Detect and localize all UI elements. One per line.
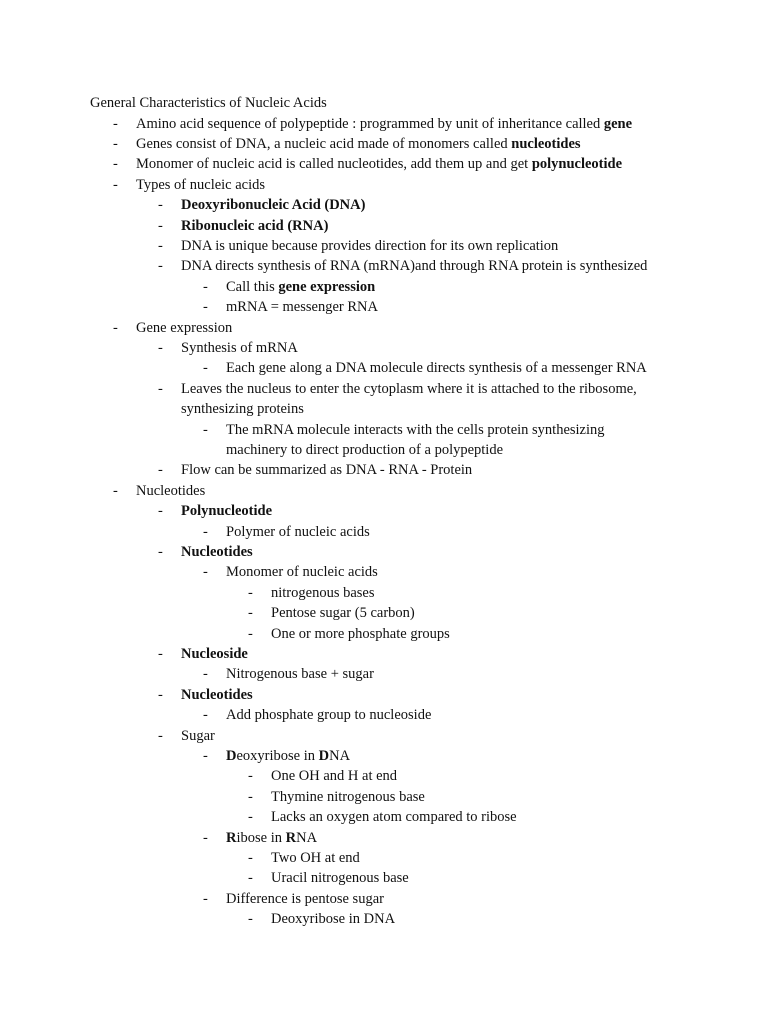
line-text [136, 175, 265, 195]
line-text [271, 603, 415, 623]
line-text [226, 705, 431, 725]
text-run: One or more phosphate groups [271, 625, 450, 642]
text-run: machinery to direct production of a polypeptide [226, 441, 504, 458]
text-run: NA [329, 747, 351, 764]
line-text [181, 542, 253, 562]
text-run: ibose in [236, 829, 286, 846]
text-run: Two OH at end [271, 849, 360, 866]
text-run: Uracil nitrogenous base [271, 870, 409, 887]
bullet-dash: - [203, 666, 208, 683]
bullet-dash: - [113, 319, 118, 336]
bullet-dash: - [158, 727, 163, 744]
document-title: General Characteristics of Nucleic Acids [90, 95, 327, 111]
bullet-dash: - [158, 462, 163, 479]
text-run: Gene expression [136, 319, 233, 336]
text-run: eoxyribose in [236, 747, 319, 764]
text-run: Difference is pentose sugar [226, 890, 384, 907]
bold-term: D [226, 747, 237, 764]
line-text [271, 787, 425, 807]
text-run: One OH and H at end [271, 768, 398, 785]
line-text [271, 583, 375, 603]
text-run: DNA is unique because provides direction for its own replication [181, 237, 559, 254]
bullet-dash: - [203, 890, 208, 907]
line-text [271, 624, 450, 644]
bullet-dash: - [113, 482, 118, 499]
line-text [271, 807, 517, 827]
bullet-dash: - [158, 258, 163, 275]
bold-term: Ribonucleic acid (RNA) [181, 217, 329, 234]
bullet-dash: - [203, 299, 208, 316]
line-text [136, 318, 232, 338]
text-run: Synthesis of mRNA [181, 339, 298, 356]
bullet-dash: - [248, 911, 253, 928]
bullet-dash: - [248, 870, 253, 887]
text-run: The mRNA molecule interacts with the cells protein synthesizing [226, 421, 605, 438]
line-text [181, 256, 647, 276]
line-text [136, 154, 622, 174]
bullet-dash: - [113, 176, 118, 193]
line-text [226, 889, 384, 909]
text-run: Nucleotides [136, 482, 206, 499]
bullet-dash: - [158, 645, 163, 662]
text-run: Thymine nitrogenous base [271, 788, 425, 805]
line-text [271, 909, 395, 929]
text-run: Types of nucleic acids [136, 176, 266, 193]
bullet-dash: - [248, 809, 253, 826]
line-text [226, 664, 374, 684]
bullet-dash: - [203, 421, 208, 438]
line-text [136, 114, 632, 134]
text-run: Monomer of nucleic acid is called nucleotides, add them up and get [136, 156, 532, 173]
bold-term: gene [603, 115, 633, 132]
line-text [181, 644, 248, 664]
line-text [181, 216, 328, 236]
bullet-dash: - [203, 747, 208, 764]
line-text [181, 236, 558, 256]
line-text [226, 277, 375, 297]
bold-term: gene expression [278, 278, 376, 295]
line-text [226, 297, 378, 317]
text-run: Call this [226, 278, 279, 295]
bullet-dash: - [113, 156, 118, 173]
bullet-dash: - [203, 564, 208, 581]
bullet-dash: - [203, 360, 208, 377]
text-run: DNA directs synthesis of RNA (mRNA)and through RNA protein is synthesized [181, 258, 648, 275]
line-text [226, 440, 503, 460]
text-run: Leaves the nucleus to enter the cytoplasm where it is attached to the ribosome, [181, 380, 637, 397]
bullet-dash: - [248, 584, 253, 601]
bullet-dash: - [248, 788, 253, 805]
bullet-dash: - [248, 849, 253, 866]
line-text [181, 399, 304, 419]
bullet-dash: - [158, 237, 163, 254]
bold-term: Deoxyribonucleic Acid (DNA) [181, 197, 366, 214]
bullet-dash: - [158, 686, 163, 703]
line-text [271, 848, 360, 868]
bullet-dash: - [203, 829, 208, 846]
text-run: Nitrogenous base + sugar [226, 666, 374, 683]
bold-term: polynucleotide [531, 156, 623, 173]
line-text [271, 868, 409, 888]
text-run: Lacks an oxygen atom compared to ribose [271, 809, 517, 826]
text-run: NA [296, 829, 318, 846]
line-text [136, 134, 581, 154]
bullet-dash: - [158, 217, 163, 234]
line-text [136, 481, 205, 501]
bold-term: Nucleoside [181, 645, 248, 662]
line-text [226, 562, 378, 582]
bold-term: D [318, 747, 330, 764]
line-text [181, 685, 253, 705]
bullet-dash: - [158, 503, 163, 520]
text-run: Flow can be summarized as DNA - RNA - Protein [181, 462, 473, 479]
text-run: Deoxyribose in DNA [271, 911, 396, 928]
bullet-dash: - [113, 115, 118, 132]
line-text [181, 338, 298, 358]
bullet-dash: - [203, 278, 208, 295]
text-run: Add phosphate group to nucleoside [226, 707, 432, 724]
line-text [181, 501, 272, 521]
bold-term: R [226, 829, 237, 846]
bold-term: Nucleotides [181, 543, 253, 560]
bullet-dash: - [203, 523, 208, 540]
text-run: Amino acid sequence of polypeptide : programmed by unit of inheritance called [136, 115, 604, 132]
bold-term: R [285, 829, 297, 846]
bold-term: Nucleotides [181, 686, 253, 703]
text-run: Pentose sugar (5 carbon) [271, 605, 415, 622]
bullet-dash: - [158, 197, 163, 214]
bullet-dash: - [113, 135, 118, 152]
text-run: synthesizing proteins [181, 401, 304, 418]
bullet-dash: - [158, 543, 163, 560]
text-run: Sugar [181, 727, 215, 744]
line-text [226, 522, 370, 542]
text-run: Monomer of nucleic acids [226, 564, 378, 581]
line-text [181, 460, 472, 480]
line-text [181, 379, 637, 399]
text-run: nitrogenous bases [271, 584, 375, 601]
bullet-dash: - [203, 707, 208, 724]
line-text [226, 358, 647, 378]
bullet-dash: - [248, 768, 253, 785]
text-run: Polymer of nucleic acids [226, 523, 370, 540]
bullet-dash: - [158, 339, 163, 356]
bullet-dash: - [248, 625, 253, 642]
line-text [226, 828, 317, 848]
bold-term: Polynucleotide [181, 503, 273, 520]
line-text [226, 746, 350, 766]
bullet-dash: - [248, 605, 253, 622]
line-text [181, 195, 365, 215]
line-text [226, 420, 605, 440]
bullet-dash: - [158, 380, 163, 397]
line-text [271, 766, 397, 786]
text-run: mRNA = messenger RNA [226, 299, 378, 316]
text-run: Genes consist of DNA, a nucleic acid made of monomers called [136, 135, 512, 152]
text-run: Each gene along a DNA molecule directs synthesis of a messenger RNA [226, 360, 647, 377]
line-text [181, 726, 215, 746]
bold-term: nucleotides [511, 135, 581, 152]
